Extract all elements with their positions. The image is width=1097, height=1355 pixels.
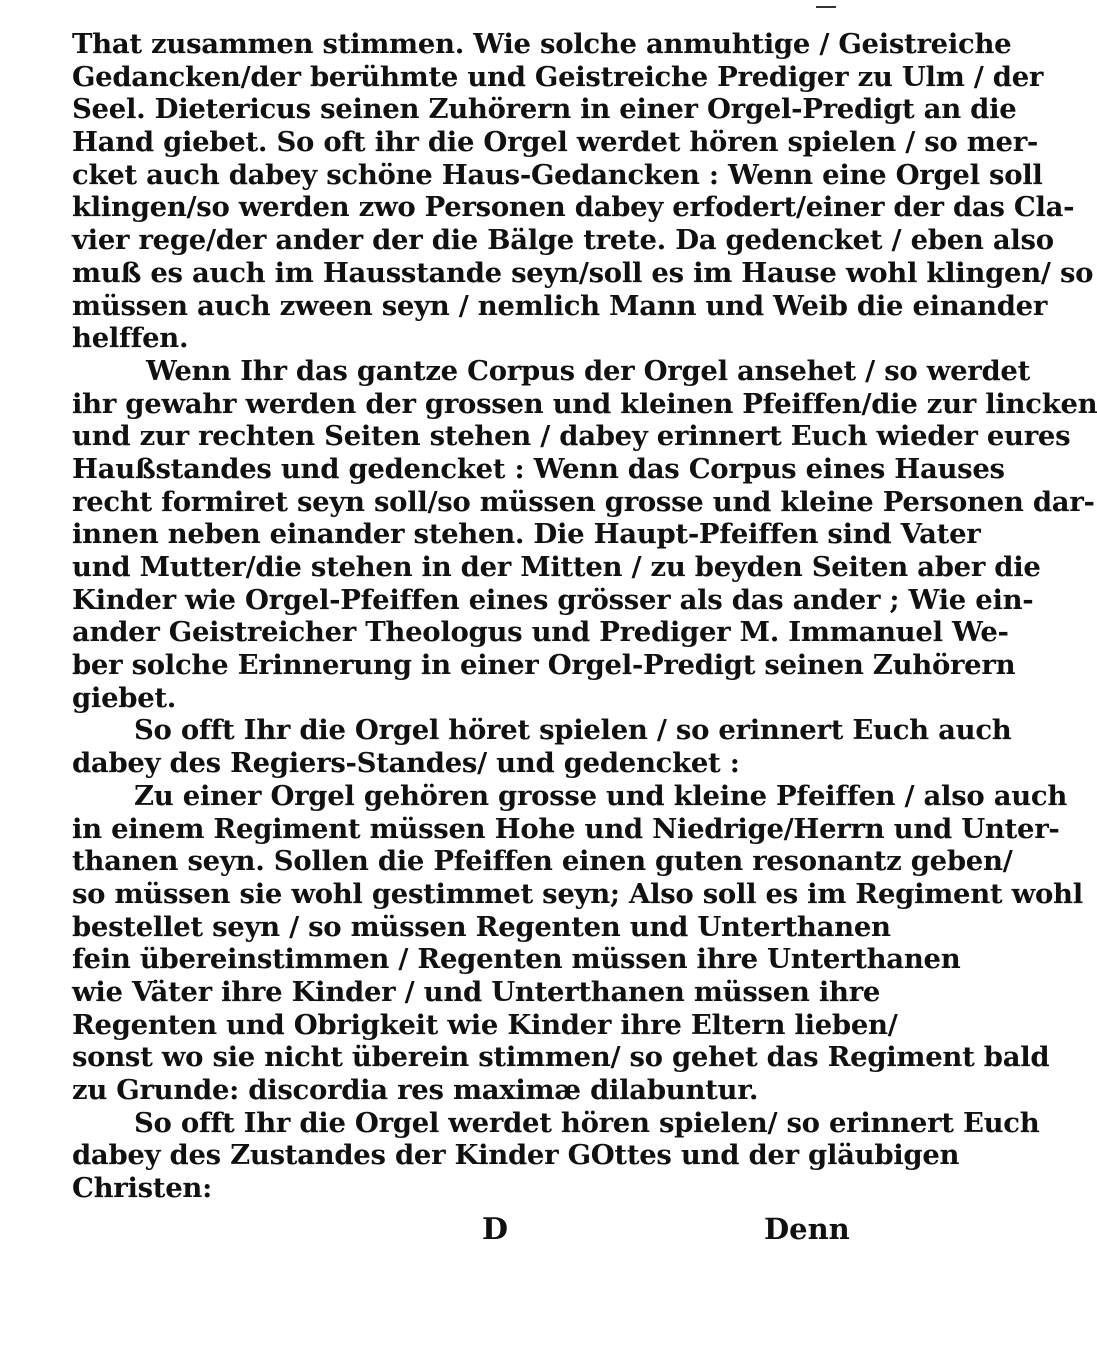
printer-mark [816, 6, 836, 8]
text-line: bestellet seyn / so müssen Regenten und Unterthanen [72, 910, 891, 943]
text-line: Kinder wie Orgel-Pfeiffen eines grösser als das ander ; Wie ein- [72, 583, 1034, 616]
text-line: Hand giebet. So oft ihr die Orgel werdet hören spielen / so mer- [72, 126, 1039, 159]
text-line: und Mutter/die stehen in der Mitten / zu beyden Seiten aber die [72, 551, 1041, 583]
text-line: ander Geistreicher Theologus und Prediger M. Immanuel We- [72, 616, 1009, 649]
text-line: Gedancken/der berühmte und Geistreiche Prediger zu Ulm / der [72, 60, 1044, 93]
paragraph-start: So offt Ihr die Orgel höret spielen / so erinnert Euch auch [134, 714, 1012, 747]
text-line: giebet. [72, 681, 177, 714]
signature-mark: D [482, 1212, 509, 1247]
body-text [72, 28, 1097, 1205]
text-line: helffen. [72, 322, 189, 355]
text-line: klingen/so werden zwo Personen dabey erfodert/einer der das Cla- [72, 191, 1075, 224]
catchword: Denn [764, 1212, 850, 1246]
text-line: ber solche Erinnerung in einer Orgel-Predigt seinen Zuhörern [72, 649, 1016, 682]
text-line: innen neben einander stehen. Die Haupt-Pfeiffen sind Vater [72, 518, 981, 551]
text-line: dabey des Zustandes der Kinder GOttes und der gläubigen [72, 1139, 960, 1172]
text-line: Regenten und Obrigkeit wie Kinder ihre Eltern lieben/ [72, 1008, 898, 1041]
text-line: müssen auch zween seyn / nemlich Mann und Weib die einander [72, 289, 1048, 322]
text-line: in einem Regiment müssen Hohe und Niedrige/Herrn und Unter- [72, 812, 1060, 845]
text-line: recht formiret seyn soll/so müssen grosse und kleine Personen dar- [72, 485, 1095, 518]
text-line: Christen: [72, 1172, 212, 1205]
paragraph-start: Wenn Ihr das gantze Corpus der Orgel ansehet / so werdet [146, 354, 1030, 387]
paragraph-start: Zu einer Orgel gehören grosse und kleine Pfeiffen / also auch [134, 779, 1068, 812]
text-line: Haußstandes und gedencket : Wenn das Corpus eines Hauses [72, 452, 1005, 485]
text-line: und zur rechten Seiten stehen / dabey erinnert Euch wieder eures [72, 420, 1071, 453]
paragraph-start: So offt Ihr die Orgel werdet hören spielen/ so erinnert Euch [134, 1106, 1040, 1139]
text-line: cket auch dabey schöne Haus-Gedancken : Wenn eine Orgel soll [72, 158, 1043, 191]
text-line: ihr gewahr werden der grossen und kleinen Pfeiffen/die zur lincken [72, 387, 1097, 420]
text-line: thanen seyn. Sollen die Pfeiffen einen guten resonantz geben/ [72, 845, 1013, 878]
text-line: wie Väter ihre Kinder / und Unterthanen müssen ihre [72, 975, 881, 1008]
text-line: dabey des Regiers-Standes/ und gedencket : [72, 747, 740, 780]
text-line: fein übereinstimmen / Regenten müssen ihre Unterthanen [72, 943, 961, 976]
text-line: That zusammen stimmen. Wie solche anmuhtige / Geistreiche [72, 28, 1012, 60]
text-line: sonst wo sie nicht überein stimmen/ so gehet das Regiment bald [72, 1041, 1050, 1074]
text-line: vier rege/der ander der die Bälge trete. Da gedencket / eben also [72, 224, 1054, 257]
text-line: muß es auch im Hausstande seyn/soll es im Hause wohl klingen/ so [72, 256, 1094, 289]
text-line: so müssen sie wohl gestimmet seyn; Also soll es im Regiment wohl [72, 877, 1083, 910]
text-line: zu Grunde: discordia res maximæ dilabuntur. [72, 1074, 759, 1106]
text-line: Seel. Dietericus seinen Zuhörern in einer Orgel-Predigt an die [72, 93, 1017, 126]
